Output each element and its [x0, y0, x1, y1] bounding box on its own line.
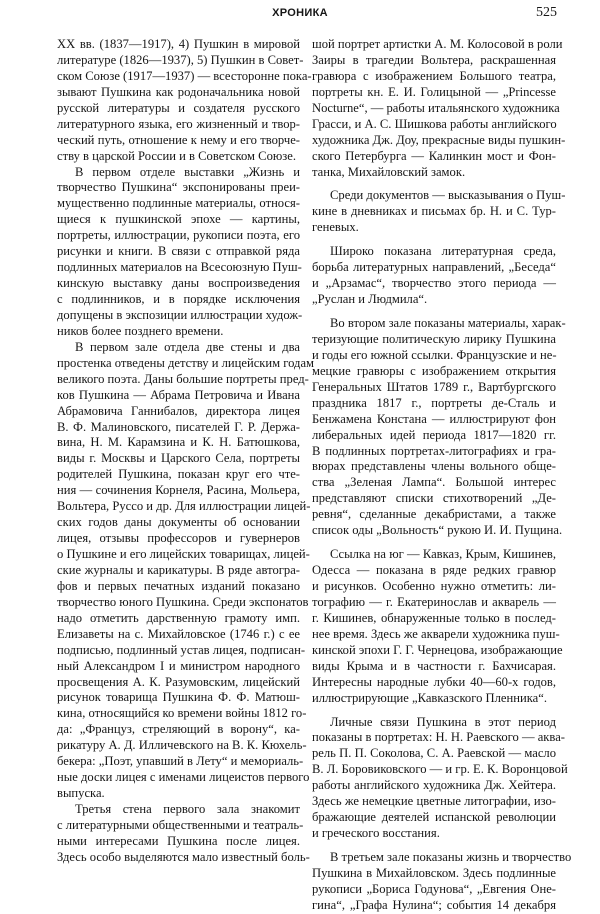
- text-line: творчество Пушкина“ экспонированы преи-: [57, 180, 300, 195]
- text-line: Ссылка на юг — Кавказ, Крым, Кишинев,: [330, 547, 556, 562]
- text-line: и „Арзамас“, творчество этого периода —: [312, 276, 556, 291]
- text-line: г. Кишинев, обнаруженные только в послед-: [312, 610, 556, 625]
- text-line: рель П. П. Соколова, С. А. Раевской — масло: [312, 746, 556, 761]
- text-line: рисунок товарища Пушкина Ф. Ф. Матюш-: [57, 690, 300, 705]
- paragraph: [57, 802, 310, 866]
- text-line: выпуска.: [57, 786, 105, 801]
- text-line: ского Петербурга — Калинкин мост и Фон-: [312, 148, 556, 163]
- paragraph: [57, 164, 303, 340]
- text-line: Интересны народные лубки 40—60-х годов,: [312, 674, 556, 689]
- text-line: XX вв. (1837—1917), 4) Пушкин в мировой: [57, 37, 300, 51]
- text-line: ные доски лицея с именами лицеистов первого: [57, 770, 310, 785]
- text-line: Елизаветы на с. Михайловское (1746 г.) с ее: [57, 626, 300, 641]
- text-line: виды г. Москвы и Царского Села, портреты: [57, 451, 300, 466]
- text-line: вюрах представлены члены вольного обще-: [312, 459, 556, 474]
- text-line: Здесь же немецкие цветные литографии, изо-: [312, 794, 556, 809]
- text-line: нее время. Здесь же акварели художника пуш-: [312, 626, 560, 641]
- text-line: список оды „Вольность“ рукою И. И. Пущина.: [312, 523, 563, 538]
- text-line: рикатуру А. Д. Илличевского на В. К. Кюхель-: [57, 738, 307, 753]
- paragraph: [312, 37, 566, 180]
- text-line: ства „Зеленая Лампа“. Большой интерес: [312, 475, 556, 490]
- text-line: зывают Пушкина как родоначальника новой: [57, 84, 300, 99]
- text-line: В. Л. Боровиковского — и гр. Е. К. Воронцовой: [312, 762, 568, 777]
- text-line: гина“, „Графа Нулина“; события 14 декабря: [312, 897, 556, 912]
- page-number: 525: [536, 5, 557, 20]
- text-line: простенка отведены детству и лицейским годам: [57, 355, 315, 370]
- paragraph: [57, 37, 312, 165]
- text-line: иллюстрирующие „Кавказского Пленника“.: [312, 690, 547, 705]
- text-line: В первом отделе выставки „Жизнь и: [75, 164, 300, 179]
- text-line: показаны в портретах: Н. Н. Раевского — аква-: [312, 730, 565, 745]
- text-line: кине в дневниках и письмах бр. Н. и С. Тур-: [312, 204, 556, 219]
- text-line: рисунки и книги. В связи с отправкой ряда: [57, 244, 300, 259]
- text-line: Широко показана литературная среда,: [330, 244, 556, 259]
- text-line: Вольтера, Руссо и др. Для иллюстрации лицей-: [57, 499, 311, 514]
- text-line: В третьем зале показаны жизнь и творчество: [330, 850, 572, 864]
- text-line: о Пушкине и его лицейских товарищах, лицей-: [57, 547, 310, 561]
- text-line: лицея, отзывы профессоров и гувернеров: [57, 531, 300, 546]
- right-column: [312, 37, 572, 914]
- text-line: рукописи „Бориса Годунова“, „Евгения Оне-: [312, 881, 556, 896]
- text-line: с литературными общественными и театраль-: [57, 817, 304, 832]
- text-line: В первом зале отдела две стены и два: [75, 339, 300, 354]
- text-line: ческий путь, отношение к нему и его творче-: [57, 132, 300, 147]
- text-line: ников более позднего времени.: [57, 323, 224, 338]
- paragraph: [312, 547, 563, 706]
- text-line: литературного языка, его жизненный и твор-: [57, 116, 300, 131]
- text-line: кинской эпохи Г. Г. Чернецова, изображающие: [312, 642, 563, 657]
- text-line: ских годов даны документы об основании: [57, 515, 300, 530]
- text-line: В. Ф. Малиновского, писателей Г. Р. Держа-: [57, 419, 300, 434]
- text-line: виды Крыма и в частности г. Бахчисарая.: [312, 658, 556, 673]
- text-line: шой портрет артистки А. М. Колосовой в роли: [312, 37, 563, 51]
- text-line: ными интересами Пушкина после лицея.: [57, 833, 300, 848]
- text-line: бекера: „Поэт, упавший в Лету“ и мемориаль-: [57, 754, 304, 769]
- text-line: праздника 1817 г., портреты де-Сталь и: [312, 395, 556, 410]
- text-line: допущены в экспозиции иллюстрации худож-: [57, 307, 303, 322]
- text-line: ские журналы и карикатуры. В ряде автогра-: [57, 562, 300, 577]
- text-line: ный Александром I и министром народного: [57, 658, 300, 673]
- text-line: борьба литературных направлений, „Беседа“: [312, 260, 556, 275]
- paragraph: [57, 339, 315, 802]
- text-line: родителей Пушкина, показан круг его чте-: [57, 467, 300, 482]
- text-line: Одесса — показана в ряде редких гравюр: [312, 563, 556, 578]
- text-line: кина, относящийся ко времени войны 1812 го-: [57, 706, 307, 721]
- text-line: художника Дж. Доу, прекрасные виды пушкин-: [312, 132, 566, 147]
- text-line: геневых.: [312, 220, 359, 235]
- text-line: вина, Н. М. Карамзина и К. Н. Батюшкова,: [57, 435, 300, 450]
- text-line: просвещения А. К. Разумовским, лицейский: [57, 674, 300, 689]
- text-line: подписью, подлинный устав лицея, подписан-: [57, 642, 306, 657]
- paragraph: [312, 244, 556, 308]
- text-line: бражающие деятелей испанской революции: [312, 810, 556, 825]
- text-line: и годы его южной ссылки. Французские и не-: [312, 347, 557, 362]
- text-line: Nocturne“, — работы итальянского художника: [312, 100, 560, 115]
- text-line: теризующие политическую лирику Пушкина: [312, 331, 556, 346]
- text-line: литературе (1826—1937), 5) Пушкин в Совет-: [57, 52, 304, 67]
- text-line: танка, Михайловский замок.: [312, 164, 466, 179]
- text-line: фов и первых печатных изданий показано: [57, 578, 300, 593]
- text-line: представляют списки стихотворений „Де-: [312, 491, 556, 506]
- text-line: работы английского художника Дж. Хейтера.: [312, 778, 556, 793]
- text-line: Среди документов — высказывания о Пуш-: [330, 188, 566, 203]
- text-line: тографию — г. Екатеринослав и акварель —: [312, 594, 556, 609]
- paragraph: [312, 316, 566, 539]
- text-line: портреты, иллюстрации, рукописи поэта, его: [57, 228, 300, 243]
- text-line: портреты кн. Е. И. Голицыной — „Princesse: [312, 84, 556, 99]
- text-line: и рисунков. Особенно нужно отметить: ли-: [312, 579, 556, 593]
- text-line: с подлинников, и в порядке исключения: [57, 292, 300, 306]
- text-line: ском Союзе (1917—1937) — всесторонне пока-: [57, 68, 312, 83]
- text-line: кинскую выставку даны воспроизведения: [57, 276, 300, 291]
- text-line: либеральных идей периода 1817—1820 гг.: [312, 427, 556, 442]
- text-line: В подлинных портретах-литографиях и гра-: [312, 443, 556, 458]
- text-line: творчество юного Пушкина. Среди экспонатов: [57, 594, 309, 609]
- text-line: да: „Француз, стреляющий в ворону“, ка-: [57, 722, 300, 737]
- text-line: Абрамовича Ганнибалов, директора лицея: [57, 403, 300, 418]
- text-line: надо отметить дарственную грамоту имп.: [57, 610, 300, 625]
- text-line: гравюра с изображением Большого театра,: [312, 68, 556, 83]
- paragraph: [312, 188, 566, 236]
- text-line: Третья стена первого зала знакомит: [75, 802, 300, 816]
- text-line: Во втором зале показаны материалы, харак-: [330, 316, 566, 330]
- text-line: Пушкина в Михайловском. Здесь подлинные: [312, 865, 556, 880]
- text-line: Заиры в трагедии Вольтера, раскрашенная: [312, 52, 556, 67]
- text-line: Грасси, и А. С. Шишкова работы английского: [312, 116, 557, 131]
- text-line: щиеся к пушкинской эпохе — картины,: [57, 212, 300, 227]
- text-line: и греческого восстания.: [312, 826, 440, 841]
- text-line: „Руслан и Людмила“.: [312, 292, 428, 307]
- text-line: Личные связи Пушкина в этот период: [330, 714, 556, 729]
- text-line: подлинных материалов на Всесоюзную Пуш-: [57, 260, 302, 275]
- text-line: Генеральных Штатов 1789 г., Вартбургского: [312, 379, 556, 394]
- left-column: [57, 37, 315, 866]
- text-line: мецкие гравюры с изображением открытия: [312, 363, 556, 378]
- running-header-title: ХРОНИКА: [272, 7, 328, 19]
- text-line: ству в царской России и в Советском Союзе.: [57, 148, 296, 163]
- text-line: ков Пушкина — Абрама Петровича и Ивана: [57, 387, 300, 402]
- paragraph: [312, 850, 572, 914]
- text-line: ния — сочинения Корнеля, Расина, Мольера,: [57, 483, 300, 498]
- text-line: мущественно подлинные материалы, относя-: [57, 196, 300, 211]
- text-line: Бенжамена Констана — иллюстрируют фон: [312, 411, 556, 426]
- text-line: великого поэта. Даны большие портреты пред-: [57, 371, 309, 386]
- paragraph: [312, 714, 568, 843]
- text-line: ревня“, сделанные декабристами, а также: [312, 507, 556, 522]
- text-line: русской литературы и создателя русского: [57, 100, 300, 115]
- text-line: Здесь особо выделяются мало известный боль-: [57, 849, 310, 864]
